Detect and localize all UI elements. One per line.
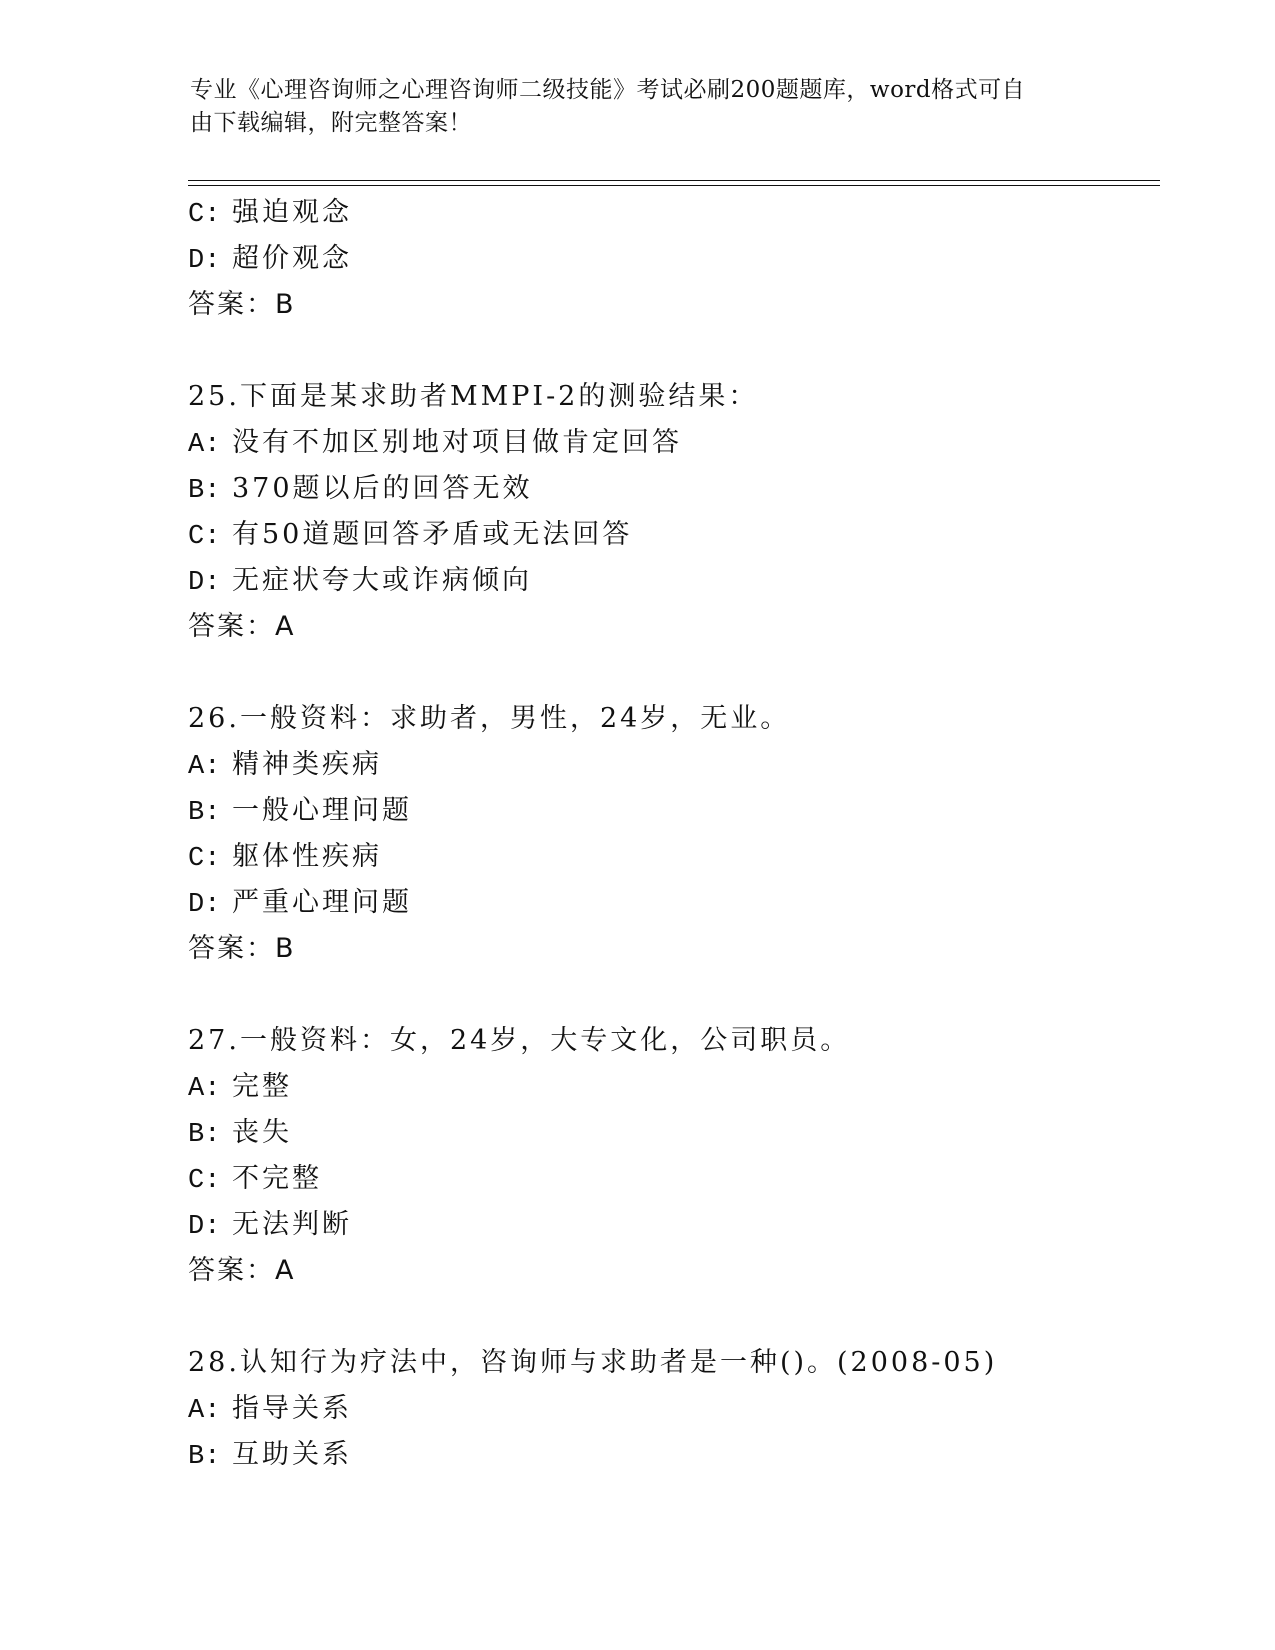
question-stem: 28.认知行为疗法中，咨询师与求助者是一种()。(2008-05) xyxy=(188,1347,998,1378)
option-letter: D: xyxy=(188,246,221,276)
option-letter: C: xyxy=(188,844,221,874)
header-line-1: 专业《心理咨询师之心理咨询师二级技能》考试必刷200题题库，word格式可自 xyxy=(190,77,1026,103)
option-text: 完整 xyxy=(232,1071,292,1102)
option-text: 躯体性疾病 xyxy=(232,841,382,872)
option-a xyxy=(188,420,1148,466)
spacer xyxy=(188,1294,1148,1340)
option-c xyxy=(188,1156,1148,1202)
option-c xyxy=(188,190,1148,236)
option-text: 互助关系 xyxy=(232,1439,352,1470)
option-a xyxy=(188,1386,1148,1432)
option-letter: D: xyxy=(188,568,221,598)
option-b xyxy=(188,788,1148,834)
option-letter: D: xyxy=(188,1212,221,1242)
option-text: 超价观念 xyxy=(232,243,352,274)
option-letter: B: xyxy=(188,798,221,828)
header-line-2: 由下载编辑，附完整答案！ xyxy=(190,110,472,136)
option-d xyxy=(188,558,1148,604)
option-letter: C: xyxy=(188,522,221,552)
option-text: 严重心理问题 xyxy=(232,887,412,918)
document-header xyxy=(190,74,1090,140)
option-c xyxy=(188,834,1148,880)
option-text: 有50道题回答矛盾或无法回答 xyxy=(232,519,633,550)
option-letter: C: xyxy=(188,200,221,230)
option-text: 强迫观念 xyxy=(232,197,352,228)
option-d xyxy=(188,880,1148,926)
option-text: 指导关系 xyxy=(232,1393,352,1424)
option-a xyxy=(188,742,1148,788)
option-text: 370题以后的回答无效 xyxy=(232,473,533,504)
option-text: 一般心理问题 xyxy=(232,795,412,826)
question-list xyxy=(188,190,1148,1478)
option-text: 无法判断 xyxy=(232,1209,352,1240)
question-stem: 26.一般资料：求助者，男性，24岁，无业。 xyxy=(188,703,791,734)
option-letter: B: xyxy=(188,476,221,506)
answer-line: 答案：A xyxy=(188,611,296,642)
spacer xyxy=(188,650,1148,696)
option-text: 精神类疾病 xyxy=(232,749,382,780)
option-a xyxy=(188,1064,1148,1110)
spacer xyxy=(188,972,1148,1018)
option-b xyxy=(188,466,1148,512)
option-text: 丧失 xyxy=(232,1117,292,1148)
option-b xyxy=(188,1110,1148,1156)
answer-line: 答案：B xyxy=(188,289,296,320)
spacer xyxy=(188,328,1148,374)
question-stem: 27.一般资料：女，24岁，大专文化，公司职员。 xyxy=(188,1025,851,1056)
option-letter: C: xyxy=(188,1166,221,1196)
option-letter: A: xyxy=(188,1396,221,1426)
question-stem: 25.下面是某求助者MMPI-2的测验结果： xyxy=(188,381,759,412)
option-letter: D: xyxy=(188,890,221,920)
header-divider-bottom xyxy=(188,185,1160,186)
option-letter: B: xyxy=(188,1120,221,1150)
option-c xyxy=(188,512,1148,558)
answer-line: 答案：B xyxy=(188,933,296,964)
option-letter: A: xyxy=(188,430,221,460)
answer-line: 答案：A xyxy=(188,1255,296,1286)
option-letter: B: xyxy=(188,1442,221,1472)
option-letter: A: xyxy=(188,1074,221,1104)
option-d xyxy=(188,236,1148,282)
option-text: 无症状夸大或诈病倾向 xyxy=(232,565,532,596)
option-text: 不完整 xyxy=(232,1163,322,1194)
header-divider-top xyxy=(188,180,1160,181)
option-letter: A: xyxy=(188,752,221,782)
option-b xyxy=(188,1432,1148,1478)
option-d xyxy=(188,1202,1148,1248)
option-text: 没有不加区别地对项目做肯定回答 xyxy=(232,427,682,458)
